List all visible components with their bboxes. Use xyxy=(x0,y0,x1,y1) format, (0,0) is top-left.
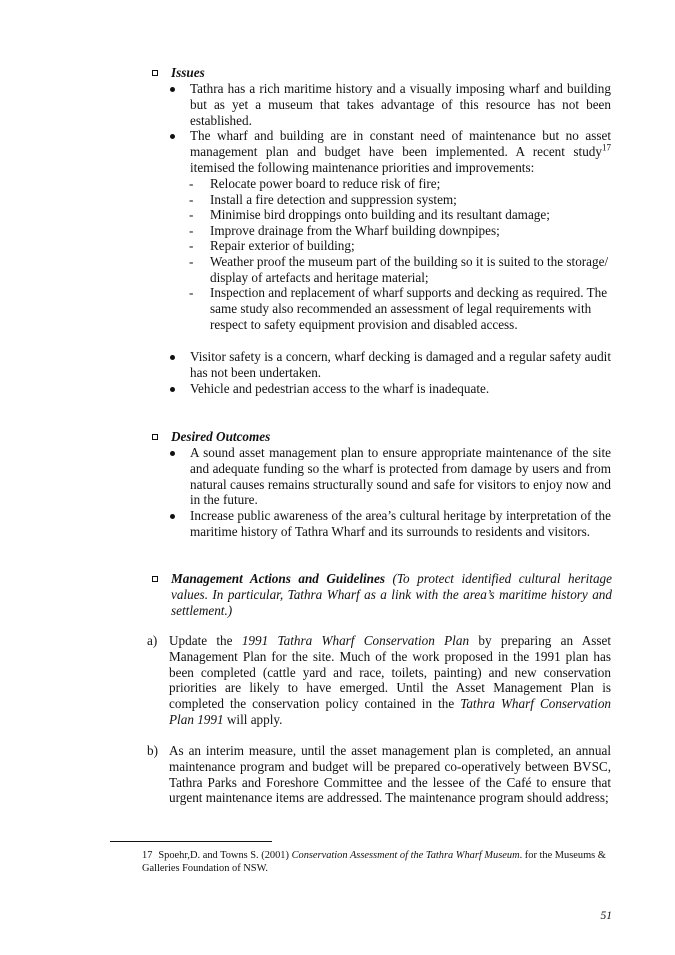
list-item: Vehicle and pedestrian access to the wharf is inadequate. xyxy=(170,381,611,397)
list-item: Visitor safety is a concern, wharf decking is damaged and a regular safety audit has not been undertaken. xyxy=(170,349,611,381)
checkbox-bullet-icon xyxy=(152,576,158,582)
priority-item: - Weather proof the museum part of the building so it is suited to the storage/ display of artefacts and heritage material; xyxy=(189,254,609,285)
action-label: a) xyxy=(147,633,158,648)
list-item: A sound asset management plan to ensure appropriate maintenance of the site and adequate funding so the wharf is protected from damage by users and from natural causes remains structurally sound and safe for visitors to enjoy now and in the future. xyxy=(170,445,611,508)
action-label: b) xyxy=(147,743,158,758)
bullet-icon xyxy=(170,355,175,360)
outcomes-heading xyxy=(152,429,612,445)
list-item: The wharf and building are in constant need of maintenance but no asset management plan and budget have been implemented. A recent study$^{17}$ itemised the following maintenance priorities and improvements: xyxy=(170,128,611,175)
action-b: b) As an interim measure, until the asset management plan is completed, an annual maintenance program and budget will be prepared co-operatively between BVSC, Tathra Parks and Foreshore Committee and the lessee of the Café to ensure that urgent maintenance items are addressed. The maintenance program should address; xyxy=(147,743,611,806)
list-item: Tathra has a rich maritime history and a visually imposing wharf and building but as yet a museum that takes advantage of this resource has not been established. xyxy=(170,81,611,128)
study-text: The wharf and building are in constant need of maintenance but no asset management plan and budget have been implemented. A recent study xyxy=(190,128,611,159)
priority-item: - Install a fire detection and suppression system; xyxy=(189,192,457,207)
footnote-number: 17 xyxy=(142,850,153,861)
footnote: 17 Spoehr,D. and Towns S. (2001) Conservation Assessment of the Tathra Wharf Museum. for the Museums & Galleries Foundation of NSW. xyxy=(142,850,606,874)
priority-item: - Minimise bird droppings onto building and its resultant damage; xyxy=(189,207,550,222)
action-a: a) Update the 1991 Tathra Wharf Conservation Plan by preparing an Asset Management Plan for the site. Much of the work proposed in the 1991 plan has been completed (cattle yard and race, toilets, painting) and new conservation priorities are likely to have emerged. Until the Asset Management Plan is completed the conservation policy contained in the Tathra Wharf Conservation Plan 1991 will apply. xyxy=(147,633,612,727)
study-note: The same study also recommended an assessment of legal requirements with respect to safety equipment provision and disabled access. xyxy=(210,285,608,332)
dash-icon: - xyxy=(189,223,194,238)
footnote-divider xyxy=(110,841,272,842)
checkbox-bullet-icon xyxy=(152,70,158,76)
plan-title: Tathra Wharf Conservation Plan 1991 xyxy=(169,696,612,727)
footnote-ref[interactable]: 17 xyxy=(602,142,611,153)
bullet-icon xyxy=(170,514,175,519)
checkbox-bullet-icon xyxy=(152,434,158,440)
list-item: Increase public awareness of the area’s cultural heritage by interpretation of the maritime history of Tathra Wharf and its surrounds to residents and visitors. xyxy=(170,508,611,540)
actions-note: (To protect identified cultural heritage values. In particular, Tathra Wharf as a link with the area’s maritime history and settlement.) xyxy=(171,571,612,618)
issues-heading xyxy=(152,65,612,81)
bullet-icon xyxy=(170,134,175,139)
dash-icon: - xyxy=(189,192,194,207)
actions-heading xyxy=(152,571,612,618)
dash-icon: - xyxy=(189,254,194,269)
bullet-icon xyxy=(170,451,175,456)
priority-item: - Improve drainage from the Wharf building downpipes; xyxy=(189,223,500,238)
issues-heading-text: Issues xyxy=(171,65,205,80)
actions-heading-text: Management Actions and Guidelines xyxy=(171,571,385,586)
dash-icon: - xyxy=(189,285,194,300)
priority-item: - Relocate power board to reduce risk of fire; xyxy=(189,176,441,191)
page-number: 51 xyxy=(600,910,612,922)
bullet-icon xyxy=(170,87,175,92)
outcomes-heading-text: Desired Outcomes xyxy=(171,429,271,444)
dash-icon: - xyxy=(189,238,194,253)
plan-title: 1991 Tathra Wharf Conservation Plan xyxy=(241,633,470,648)
footnote-title: Conservation Assessment of the Tathra Wharf Museum xyxy=(291,850,520,861)
priority-item: - Inspection and replacement of wharf supports and decking as required. The same study also recommended an assessment of legal requirements with respect to safety equipment provision and disabled access. xyxy=(189,285,608,332)
dash-icon: - xyxy=(189,176,194,191)
dash-icon: - xyxy=(189,207,194,222)
bullet-icon xyxy=(170,387,175,392)
priority-item: - Repair exterior of building; xyxy=(189,238,355,253)
